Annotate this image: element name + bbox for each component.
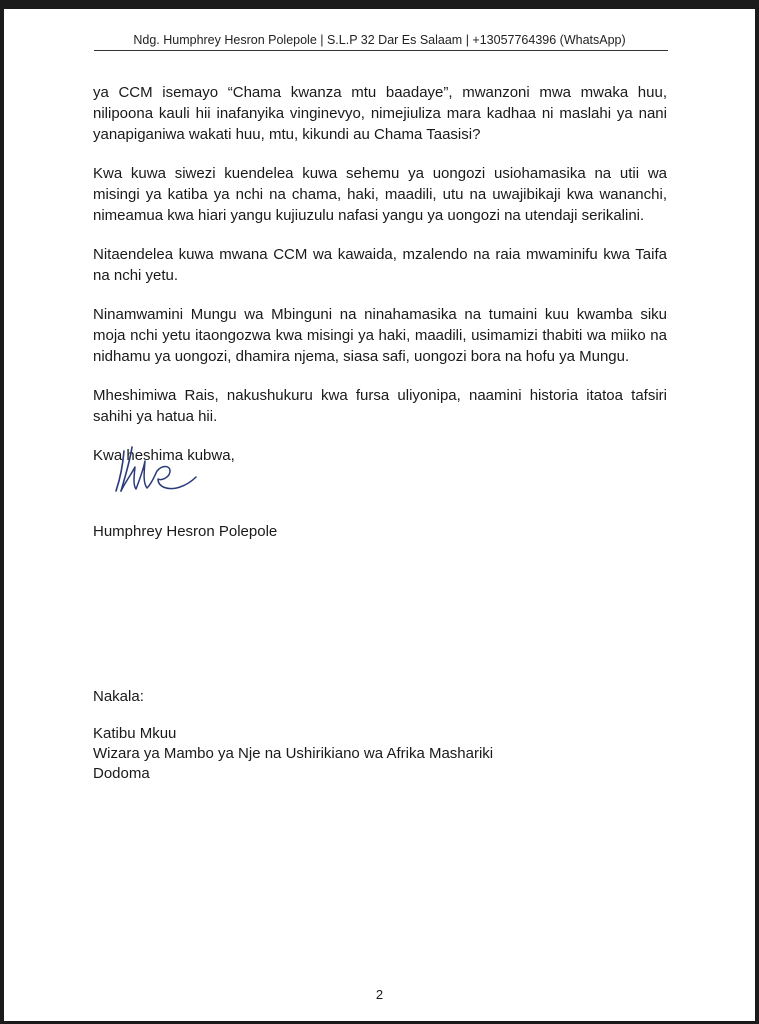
cc-label: Nakala: — [93, 688, 144, 705]
body-paragraph: Kwa kuwa siwezi kuendelea kuwa sehemu ya uongozi usiohamasika na utii wa misingi ya katiba ya nchi na chama, haki, maadili, utu na uwajibikaji kwa wananchi, nimeamua kwa hiari yangu kujiuzulu nafasi yangu ya uongozi na utendaji serikalini. — [93, 165, 667, 224]
closing-salutation: Kwa heshima kubwa, — [93, 447, 235, 464]
cc-line: Dodoma — [93, 765, 150, 782]
body-paragraph: Ninamwamini Mungu wa Mbinguni na ninahamasika na tumaini kuu kwamba siku moja nchi yetu itaongozwa kwa misingi ya haki, maadili, usimamizi thabiti wa miiko na nidhamu ya uongozi, dhamira njema, siasa safi, uongozi bora na hofu ya Mungu. — [93, 306, 667, 365]
handwritten-signature — [112, 441, 202, 503]
cc-line: Katibu Mkuu — [93, 725, 177, 742]
body-paragraph: Mheshimiwa Rais, nakushukuru kwa fursa uliyonipa, naamini historia itatoa tafsiri sahihi ya hatua hii. — [93, 387, 667, 425]
body-paragraph: ya CCM isemayo “Chama kwanza mtu baadaye”, mwanzoni mwa mwaka huu, nilipoona kauli hii inafanyika vinginevyo, nimejiuliza mara kadhaa ni maslahi ya nani yanapiganiwa wakati huu, mtu, kikundi au Chama Taasisi? — [93, 84, 667, 143]
signer-name: Humphrey Hesron Polepole — [93, 523, 278, 540]
letter-body — [93, 82, 667, 466]
page-number: 2 — [375, 987, 384, 1002]
letterhead-divider — [94, 50, 668, 51]
body-paragraph: Nitaendelea kuwa mwana CCM wa kawaida, mzalendo na raia mwaminifu kwa Taifa na nchi yetu. — [93, 246, 667, 284]
letterhead: Ndg. Humphrey Hesron Polepole | S.L.P 32 Dar Es Salaam | +13057764396 (WhatsApp) — [133, 33, 626, 47]
cc-recipient — [93, 724, 493, 784]
letter-page — [4, 9, 755, 1021]
cc-line: Wizara ya Mambo ya Nje na Ushirikiano wa Afrika Mashariki — [93, 745, 494, 762]
